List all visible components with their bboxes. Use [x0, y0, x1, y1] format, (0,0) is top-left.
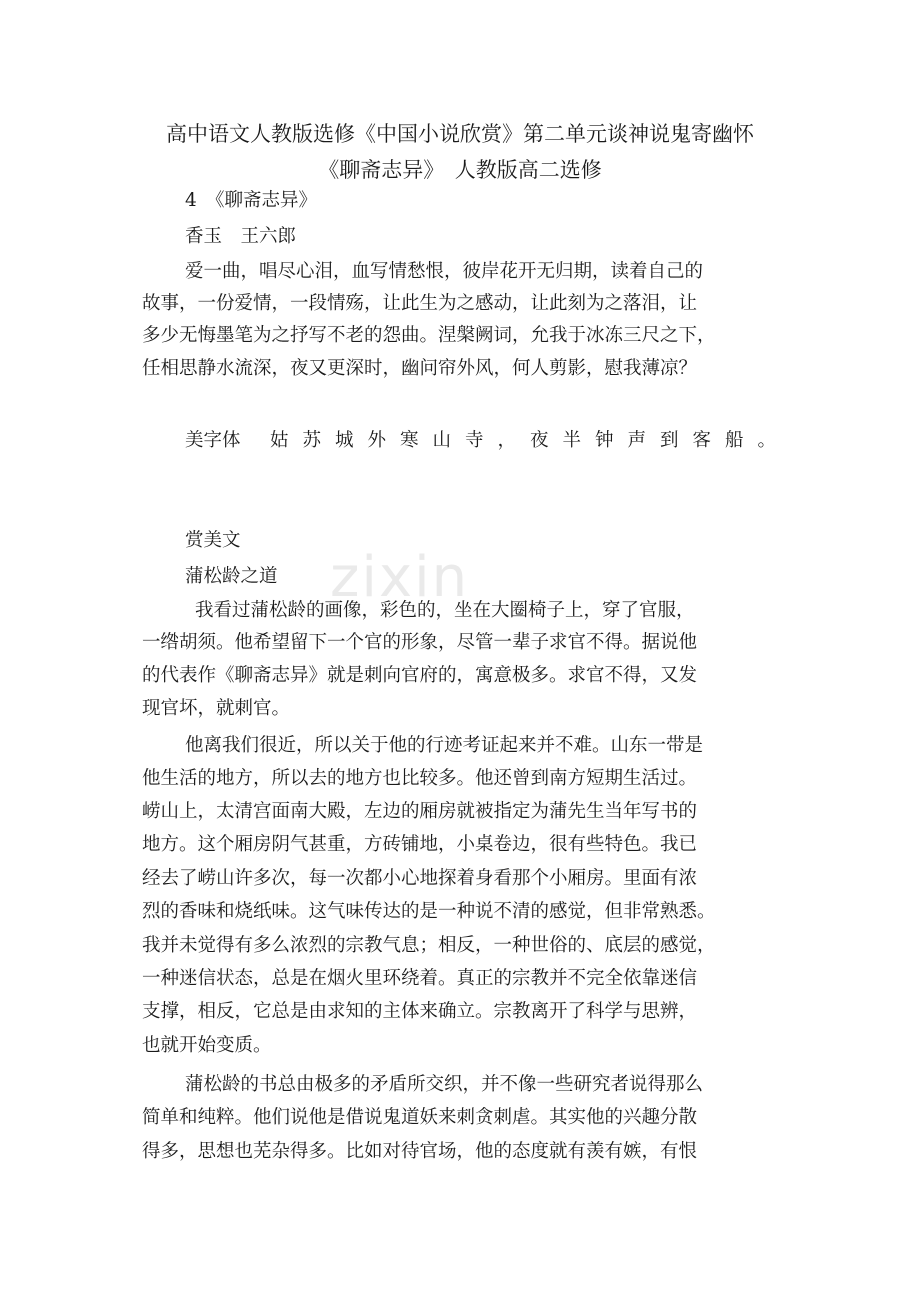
appreciation-heading: 赏美文	[185, 530, 241, 551]
essay-line: 经去了崂山许多次，每一次都小心地探着身看那个小厢房。里面有浓	[142, 868, 698, 889]
essay-line: 崂山上，太清宫面南大殿，左边的厢房就被指定为蒲先生当年写书的	[142, 801, 698, 822]
essay-title: 蒲松龄之道	[185, 566, 278, 587]
essay-line: 现官坏，就刺官。	[142, 698, 291, 719]
calligraphy-text: 姑苏城外寒山寺，夜半钟声到客船。	[270, 430, 791, 451]
title-line-2: 《聊斋志异》 人教版高二选修	[318, 158, 602, 182]
essay-line: 蒲松龄的书总由极多的矛盾所交织，并不像一些研究者说得那么	[185, 1074, 704, 1095]
essay-line: 他离我们很近，所以关于他的行迹考证起来并不难。山东一带是	[185, 735, 704, 756]
essay-line: 他生活的地方，所以去的地方也比较多。他还曾到南方短期生活过。	[142, 768, 698, 789]
essay-line: 我并未觉得有多么浓烈的宗教气息；相反，一种世俗的、底层的感觉，	[142, 935, 716, 956]
poem-line: 故事，一份爱情，一段情殇，让此生为之感动，让此刻为之落泪，让	[142, 293, 698, 314]
poem-line: 多少无悔墨笔为之抒写不老的怨曲。涅槃阙词，允我于冰冻三尺之下，	[142, 325, 716, 346]
calligraphy-label: 美字体	[185, 430, 241, 451]
section-heading: 4 《聊斋志异》	[185, 190, 318, 211]
essay-line: 烈的香味和烧纸味。这气味传达的是一种说不清的感觉，但非常熟悉。	[142, 901, 716, 922]
essay-line: 也就开始变质。	[142, 1035, 272, 1056]
essay-line: 简单和纯粹。他们说他是借说鬼道妖来刺贪刺虐。其实他的兴趣分散	[142, 1107, 698, 1128]
poem-line: 任相思静水流深，夜又更深时，幽问帘外风，何人剪影，慰我薄凉？	[142, 358, 698, 379]
essay-line: 一绺胡须。他希望留下一个官的形象，尽管一辈子求官不得。据说他	[142, 632, 698, 653]
poem-line: 爱一曲，唱尽心泪，血写情愁恨，彼岸花开无归期，读着自己的	[185, 261, 704, 282]
watermark-logo: zixin	[330, 545, 470, 610]
essay-line: 一种迷信状态，总是在烟火里环绕着。真正的宗教并不完全依靠迷信	[142, 968, 698, 989]
essay-line: 支撑，相反，它总是由求知的主体来确立。宗教离开了科学与思辨，	[142, 1001, 698, 1022]
essay-line: 得多，思想也芜杂得多。比如对待官场，他的态度就有羡有嫉，有恨	[142, 1141, 698, 1162]
title-line-1: 高中语文人教版选修《中国小说欣赏》第二单元谈神说鬼寄幽怀	[166, 122, 754, 146]
essay-line: 地方。这个厢房阴气甚重，方砖铺地，小桌卷边，很有些特色。我已	[142, 834, 698, 855]
essay-line: 的代表作《聊斋志异》就是刺向官府的，寓意极多。求官不得，又发	[142, 665, 698, 686]
essay-line: 我看过蒲松龄的画像，彩色的，坐在大圈椅子上，穿了官服，	[195, 600, 695, 621]
song-title: 香玉 王六郎	[185, 226, 297, 247]
